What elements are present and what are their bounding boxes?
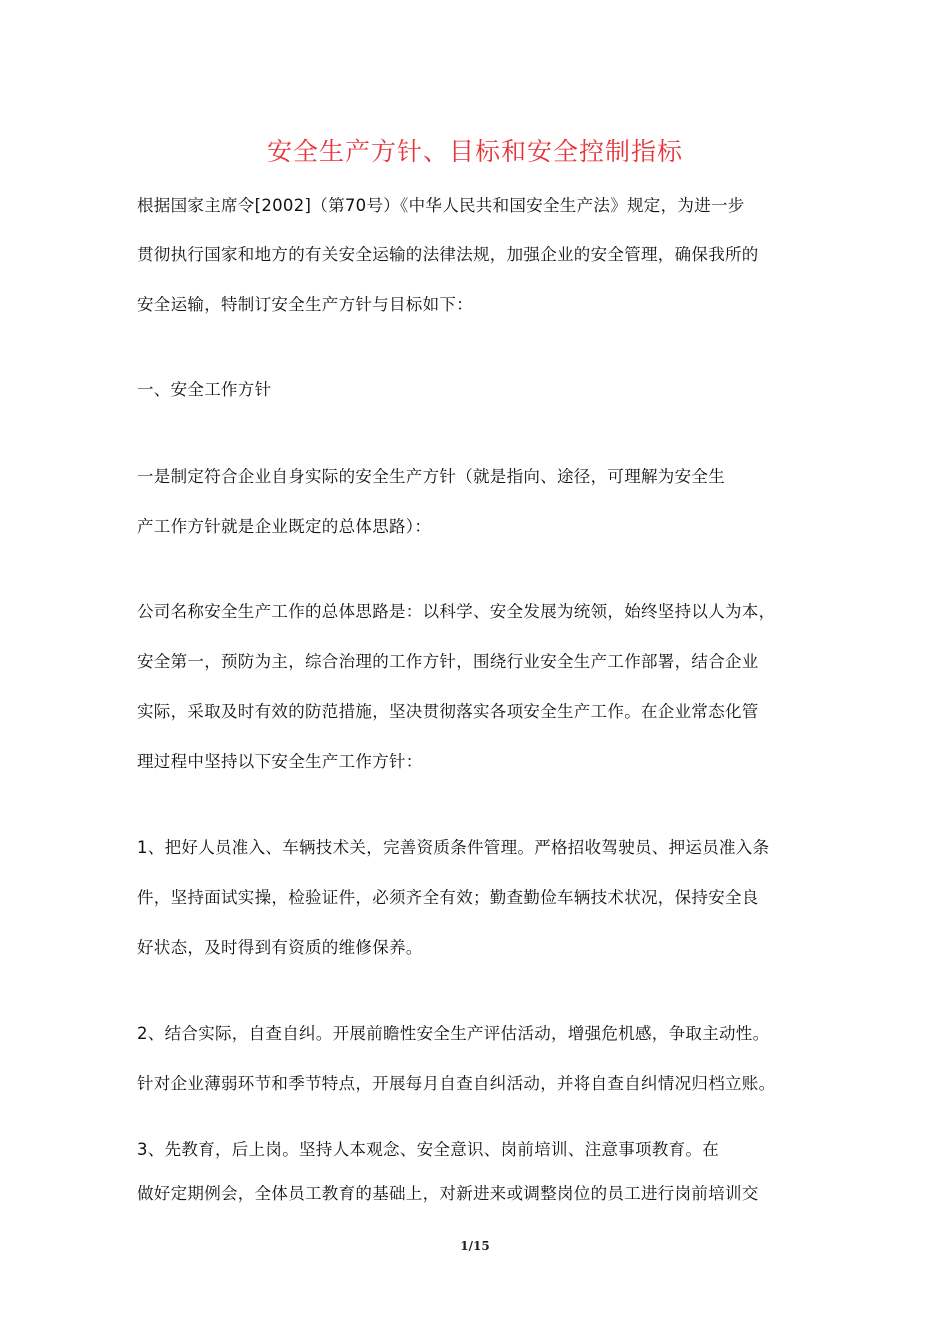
list-item-line: 做好定期例会，全体员工教育的基础上，对新进来或调整岗位的员工进行岗前培训交 [137, 1184, 759, 1203]
paragraph-line: 一是制定符合企业自身实际的安全生产方针（就是指向、途径，可理解为安全生 [137, 467, 725, 486]
section-heading: 一、安全工作方针 [137, 380, 272, 399]
list-item-line: 2、结合实际，自查自纠。开展前瞻性安全生产评估活动，增强危机感，争取主动性。 [137, 1024, 770, 1043]
list-item-line: 件，坚持面试实操，检验证件，必须齐全有效；勤查勤俭车辆技术状况，保持安全良 [137, 888, 759, 907]
list-item-line: 针对企业薄弱环节和季节特点，开展每月自查自纠活动，并将自查自纠情况归档立账。 [137, 1074, 776, 1093]
document-title: 安全生产方针、目标和安全控制指标 [266, 137, 683, 166]
paragraph-line: 安全第一，预防为主，综合治理的工作方针，围绕行业安全生产工作部署，结合企业 [137, 652, 759, 671]
page-number: 1/15 [460, 1239, 490, 1253]
paragraph-line: 理过程中坚持以下安全生产工作方针： [137, 752, 423, 771]
list-item-line: 好状态，及时得到有资质的维修保养。 [137, 938, 423, 957]
paragraph-line: 公司名称安全生产工作的总体思路是：以科学、安全发展为统领，始终坚持以人为本， [137, 602, 776, 621]
paragraph-line: 产工作方针就是企业既定的总体思路）： [137, 517, 432, 536]
list-item-line: 3、先教育，后上岗。坚持人本观念、安全意识、岗前培训、注意事项教育。在 [137, 1140, 719, 1159]
list-item-line: 1、把好人员准入、车辆技术关，完善资质条件管理。严格招收驾驶员、押运员准入条 [137, 838, 770, 857]
paragraph-line: 根据国家主席令[2002]（第70号）《中华人民共和国安全生产法》规定，为进一步 [137, 196, 745, 215]
paragraph-line: 贯彻执行国家和地方的有关安全运输的法律法规，加强企业的安全管理，确保我所的 [137, 245, 759, 264]
paragraph-line: 安全运输，特制订安全生产方针与目标如下： [137, 295, 473, 314]
paragraph-line: 实际，采取及时有效的防范措施，坚决贯彻落实各项安全生产工作。在企业常态化管 [137, 702, 759, 721]
